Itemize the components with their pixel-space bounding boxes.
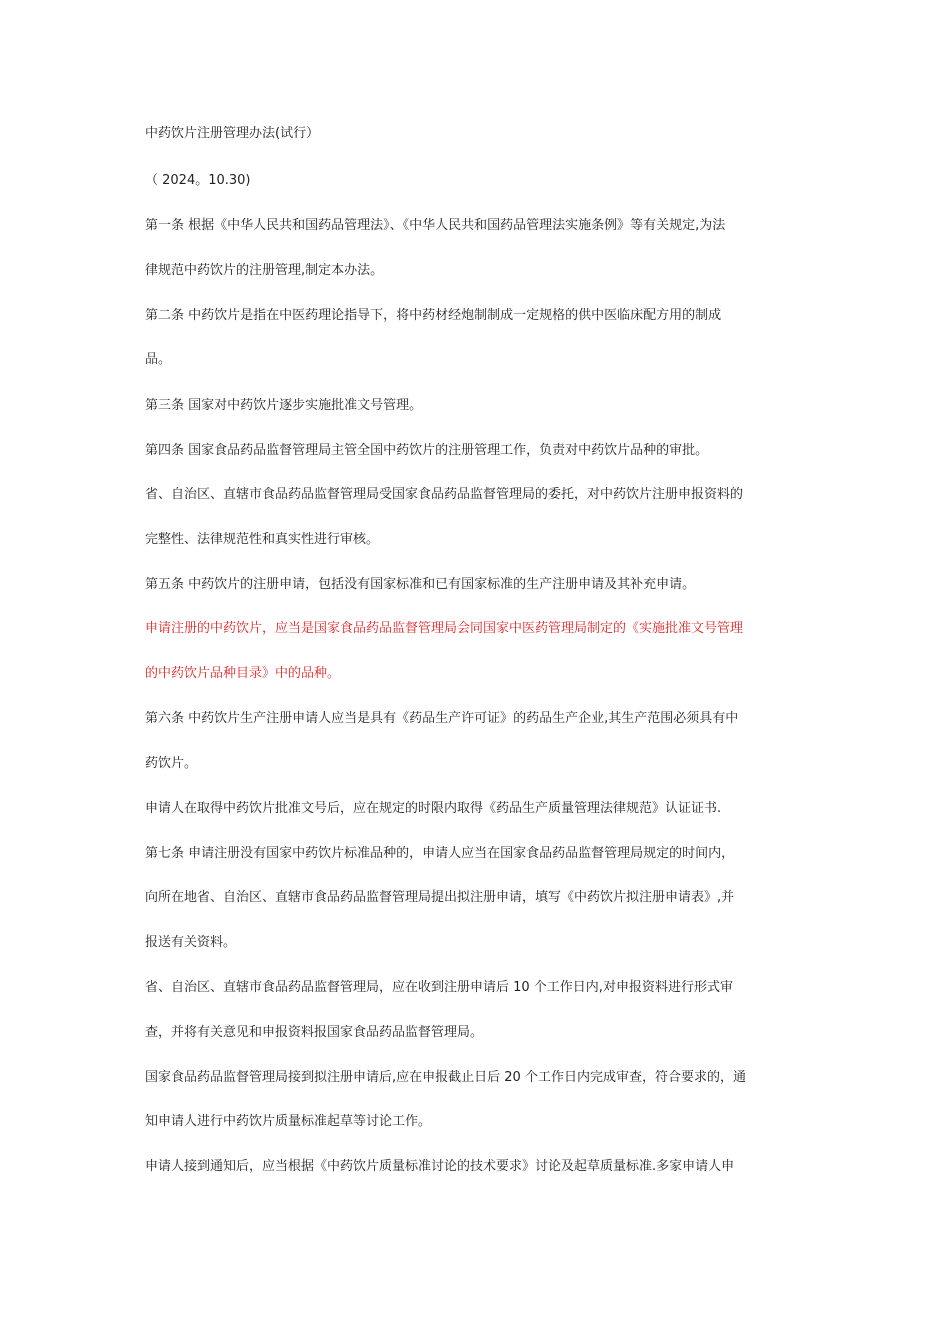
paragraph-line: 省、自治区、直辖市食品药品监督管理局受国家食品药品监督管理局的委托，对中药饮片注册申报资料的 <box>145 487 744 502</box>
paragraph-line: 第五条 中药饮片的注册申请，包括没有国家标准和已有国家标准的生产注册申请及其补充申请。 <box>145 577 696 592</box>
paragraph-line: 第四条 国家食品药品监督管理局主管全国中药饮片的注册管理工作，负责对中药饮片品种的审批。 <box>145 443 709 458</box>
document-date: （ 2024。10.30) <box>145 173 251 188</box>
paragraph-line: 品。 <box>145 352 172 367</box>
document-title: 中药饮片注册管理办法(试行） <box>145 126 320 141</box>
paragraph-line: 第一条 根据《中华人民共和国药品管理法》、《中华人民共和国药品管理法实施条例》等有关规定,为法 <box>145 218 726 233</box>
paragraph-line: 药饮片。 <box>145 756 198 771</box>
paragraph-line: 查，并将有关意见和申报资料报国家食品药品监督管理局。 <box>145 1025 484 1040</box>
paragraph-line: 的中药饮片品种目录》中的品种。 <box>145 666 341 681</box>
paragraph-line: 第七条 申请注册没有国家中药饮片标准品种的，申请人应当在国家食品药品监督管理局规定的时间内， <box>145 846 735 861</box>
paragraph-line: 报送有关资料。 <box>145 935 237 950</box>
paragraph-line: 第三条 国家对中药饮片逐步实施批准文号管理。 <box>145 398 423 413</box>
paragraph-line: 省、自治区、直辖市食品药品监督管理局，应在收到注册申请后 10 个工作日内,对申报资料进行形式审 <box>145 980 733 995</box>
paragraph-line: 第二条 中药饮片是指在中医药理论指导下，将中药材经炮制制成一定规格的供中医临床配方用的制成 <box>145 308 722 323</box>
paragraph-line: 申请人接到通知后，应当根据《中药饮片质量标准讨论的技术要求》讨论及起草质量标准.多家申请人申 <box>145 1159 735 1174</box>
paragraph-line: 国家食品药品监督管理局接到拟注册申请后,应在申报截止日后 20 个工作日内完成审查，符合要求的，通 <box>145 1070 746 1085</box>
paragraph-line: 申请人在取得中药饮片批准文号后，应在规定的时限内取得《药品生产质量管理法律规范》认证证书. <box>145 801 722 816</box>
paragraph-line: 知申请人进行中药饮片质量标准起草等讨论工作。 <box>145 1114 432 1129</box>
paragraph-line: 申请注册的中药饮片，应当是国家食品药品监督管理局会同国家中医药管理局制定的《实施批准文号管理 <box>145 621 744 636</box>
paragraph-line: 律规范中药饮片的注册管理,制定本办法。 <box>145 263 384 278</box>
paragraph-line: 完整性、法律规范性和真实性进行审核。 <box>145 532 380 547</box>
paragraph-line: 第六条 中药饮片生产注册申请人应当是具有《药品生产许可证》的药品生产企业,其生产范围必须具有中 <box>145 711 739 726</box>
paragraph-line: 向所在地省、自治区、直辖市食品药品监督管理局提出拟注册申请，填写《中药饮片拟注册申请表》,并 <box>145 890 735 905</box>
